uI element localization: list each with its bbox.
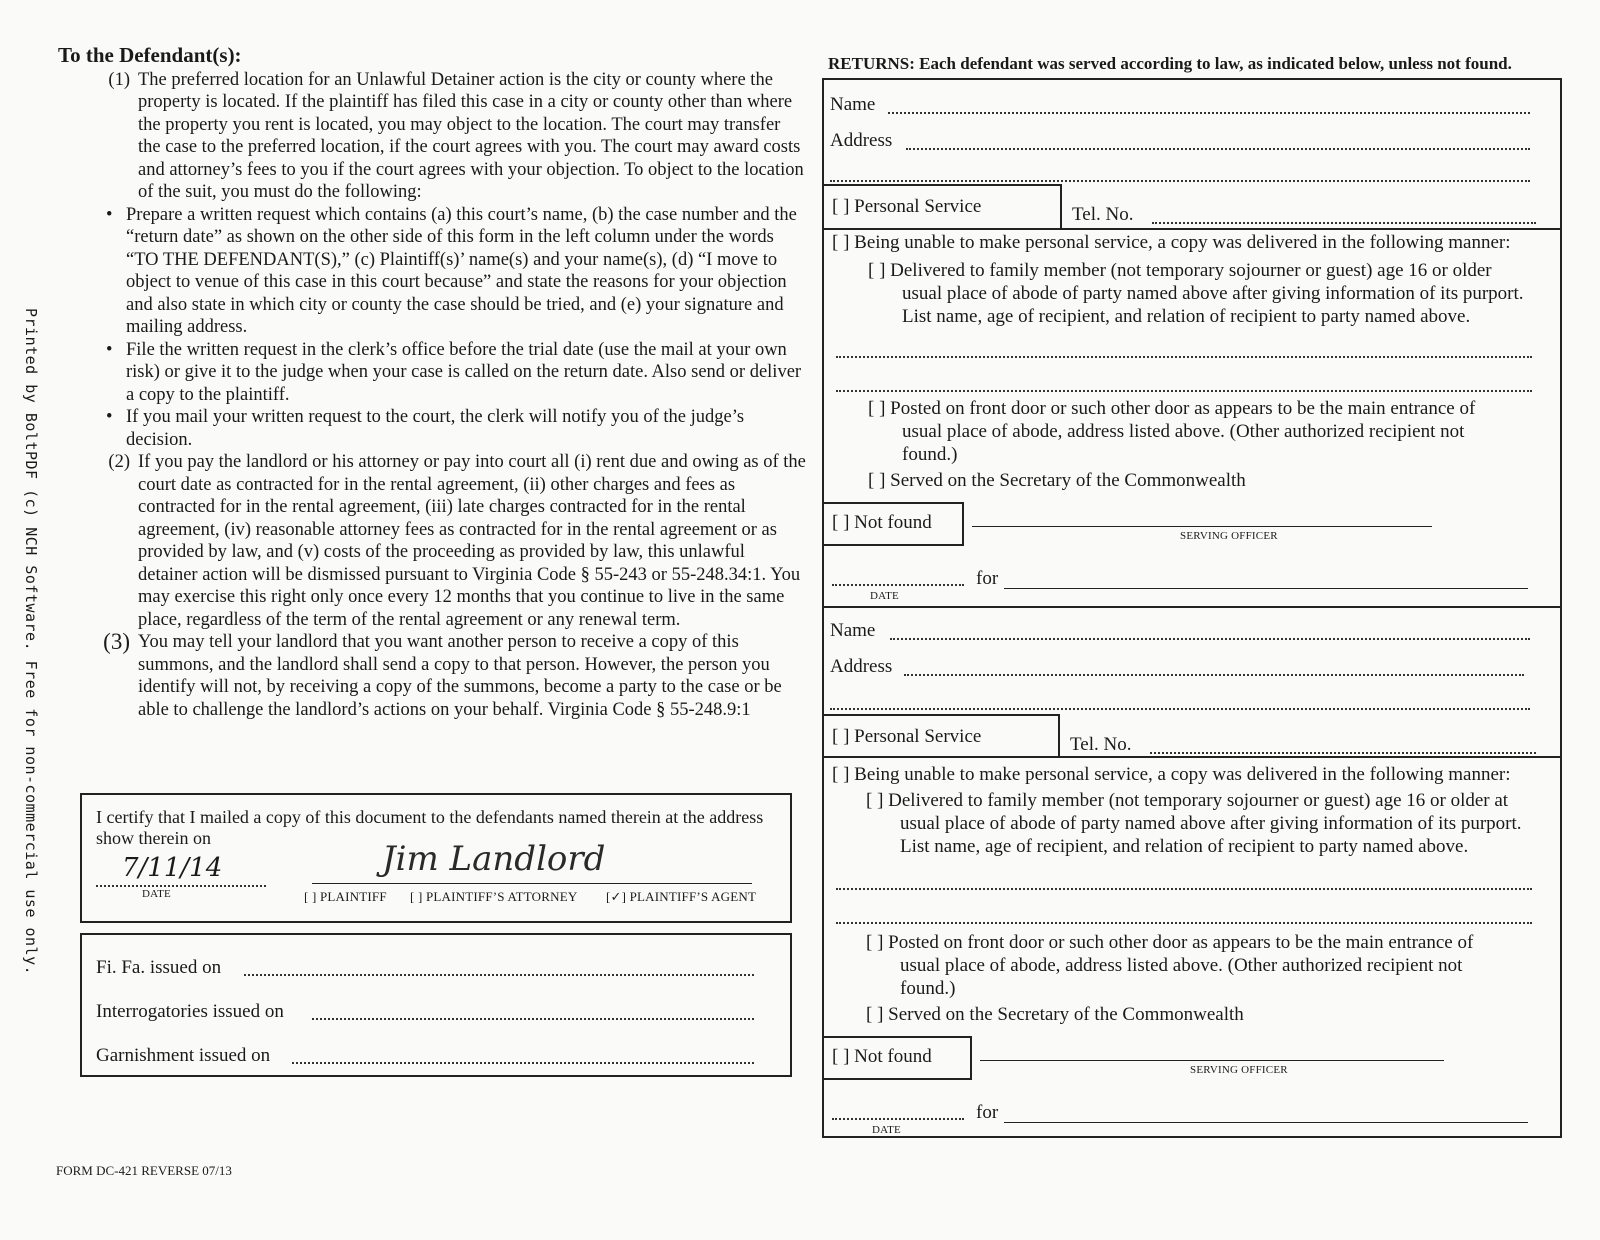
printed-by-note: Printed by BoltPDF (c) NCH Software. Free for non-commercial use only. — [22, 308, 40, 976]
list-item: • Prepare a written request which contains (a) this court’s name, (b) the case number and the “return date” as shown on the other side of this form in the left column under the words “TO THE DEFENDANT(S),” (c) Plaintiff(s)’ name(s) and your name(s), (d) “I move to object to venue of this case in this court because” and state the reasons for your objection and also state in which city or county the case should be tried, and (e) your signature and mailing address. — [104, 204, 806, 339]
option-plaintiff-attorney[interactable]: [ ] PLAINTIFF’S ATTORNEY — [410, 889, 578, 904]
divider — [822, 1036, 972, 1038]
certification-box — [80, 793, 792, 923]
recipient-field-2a[interactable] — [836, 888, 1532, 890]
address-field-1[interactable] — [906, 148, 1530, 150]
being-unable-option-2[interactable]: [ ] Being unable to make personal service, a copy was delivered in the following manner: — [832, 764, 1511, 785]
divider — [822, 714, 1060, 716]
delivered-line-3b: List name, age of recipient, and relation of recipient to party named above. — [900, 836, 1469, 857]
fifa-field[interactable] — [244, 974, 754, 976]
address-label-2: Address — [830, 656, 893, 677]
address-field-2b[interactable] — [830, 708, 1530, 710]
signature: Jim Landlord — [382, 839, 606, 879]
instruction-item-1 — [58, 69, 806, 204]
option-plaintiff[interactable]: [ ] PLAINTIFF — [304, 889, 387, 904]
recipient-field-2b[interactable] — [836, 922, 1532, 924]
personal-service-option-2[interactable]: [ ] Personal Service — [832, 726, 982, 747]
date-caption: DATE — [142, 888, 171, 900]
delivered-family-option-1[interactable]: [ ] Delivered to family member (not temporary sojourner or guest) age 16 or older — [868, 260, 1492, 281]
tel-field-2[interactable] — [1150, 752, 1536, 754]
posted-line-3: found.) — [902, 444, 958, 465]
name-label-2: Name — [830, 620, 876, 641]
form-number: FORM DC-421 REVERSE 07/13 — [56, 1163, 232, 1178]
for-label-2: for — [976, 1102, 999, 1123]
posted-option-1[interactable]: [ ] Posted on front door or such other door as appears to be the main entrance of — [868, 398, 1476, 419]
divider — [822, 544, 964, 546]
name-label-1: Name — [830, 94, 876, 115]
return-date-field-1[interactable] — [832, 584, 964, 586]
for-field-1[interactable] — [1004, 588, 1528, 589]
item-number: (2) — [108, 452, 130, 472]
instruction-item-3 — [58, 631, 806, 721]
checkbox-bracket: [ ] — [866, 790, 889, 811]
return-date-field-2[interactable] — [832, 1118, 964, 1120]
instruction-item-2 — [58, 451, 806, 631]
not-found-option-2[interactable]: [ ] Not found — [832, 1046, 932, 1067]
posted-line-3b: found.) — [900, 978, 956, 999]
option-plaintiff-agent[interactable]: [✓] PLAINTIFF’S AGENT — [606, 889, 757, 904]
for-label-1: for — [976, 568, 999, 589]
issued-box — [80, 933, 792, 1077]
delivered-line-2: usual place of abode of party named above after giving information of its purport. — [902, 283, 1524, 304]
interrogatories-label: Interrogatories issued on — [96, 1001, 284, 1022]
delivered-text-2: Delivered to family member (not temporary sojourner or guest) age 16 or older at — [888, 790, 1509, 811]
list-item: • File the written request in the clerk’s office before the trial date (use the mail at your own risk) or give it to the judge when your case is called on the return date. Also send or deliver a copy to the plaintiff. — [104, 339, 806, 407]
garnishment-field[interactable] — [292, 1062, 754, 1064]
posted-line-2b: usual place of abode, address listed above. (Other authorized recipient not — [900, 955, 1463, 976]
tel-label-2: Tel. No. — [1070, 734, 1132, 755]
mailed-date-field[interactable] — [96, 855, 266, 887]
signature-line[interactable] — [312, 883, 752, 884]
delivered-line-3: List name, age of recipient, and relation of recipient to party named above. — [902, 306, 1471, 327]
item-number: (1) — [108, 69, 130, 90]
mailed-date-value: 7/11/14 — [122, 853, 223, 883]
garnishment-label: Garnishment issued on — [96, 1045, 271, 1066]
not-found-option-1[interactable]: [ ] Not found — [832, 512, 932, 533]
served-secretary-option-2[interactable]: [ ] Served on the Secretary of the Commonwealth — [866, 1004, 1244, 1025]
divider — [822, 502, 964, 504]
recipient-field-1a[interactable] — [836, 356, 1532, 358]
fifa-row — [96, 957, 221, 979]
serving-officer-caption-1: SERVING OFFICER — [1180, 530, 1278, 542]
garnishment-row — [96, 1045, 270, 1067]
personal-service-option-1[interactable]: [ ] Personal Service — [832, 196, 982, 217]
divider — [1058, 714, 1060, 756]
certification-text: I certify that I mailed a copy of this document to the defendants named therein at the address show therein on — [96, 807, 764, 848]
divider — [822, 1078, 972, 1080]
return-date-caption-1: DATE — [870, 590, 899, 602]
tel-label-1: Tel. No. — [1072, 204, 1134, 225]
divider — [822, 606, 1562, 608]
fifa-label: Fi. Fa. issued on — [96, 957, 222, 978]
interrogatories-row — [96, 1001, 284, 1023]
defendant-instructions — [58, 44, 806, 721]
item-text: If you pay the landlord or his attorney or pay into court all (i) rent due and owing as of the court date as contracted for in the rental agreement, (ii) other charges and fees as contracted for in the rental agreement, (iii) late charges contracted for in the rental agreement, (iv) reasonable attorney fees as contracted for in the rental agreement or as provided by law, and (v) costs of the proceeding as provided by law, this unlawful detainer action will be dismissed pursuant to Virginia Code § 55-243 or 55-248.34:1. You may exercise this right only once every 12 months that you continue to live in the same place, regardless of the term of the rental agreement or any renewal term. — [138, 452, 806, 630]
delivered-family-option-2[interactable] — [866, 790, 1508, 812]
item-text: The preferred location for an Unlawful Detainer action is the city or county where the property is located. If the plaintiff has filed this case in a city or county other than where the property you rent is located, you may object to the location. The court may transfer the case to the preferred location, if the court agrees with you. The court may award costs and attorney’s fees to you if the court agrees with your objection. To object to the location of the suit, you must do the following: — [138, 69, 804, 202]
address-field-1b[interactable] — [830, 180, 1530, 182]
posted-option-2[interactable]: [ ] Posted on front door or such other door as appears to be the main entrance of — [866, 932, 1474, 953]
serving-officer-caption-2: SERVING OFFICER — [1190, 1064, 1288, 1076]
serving-officer-line-2[interactable] — [980, 1060, 1444, 1061]
divider — [822, 184, 1062, 186]
address-field-2[interactable] — [904, 674, 1524, 676]
list-item: • If you mail your written request to the court, the clerk will notify you of the judge’s decision. — [104, 406, 806, 451]
interrogatories-field[interactable] — [312, 1018, 754, 1020]
return-date-caption-2: DATE — [872, 1124, 901, 1136]
delivered-line-2b: usual place of abode of party named above after giving information of its purport. — [900, 813, 1522, 834]
address-label-1: Address — [830, 130, 893, 151]
divider — [970, 1036, 972, 1080]
item-number: (3) — [103, 629, 130, 654]
name-field-1[interactable] — [888, 112, 1530, 114]
divider — [962, 502, 964, 546]
posted-line-2: usual place of abode, address listed above. (Other authorized recipient not — [902, 421, 1465, 442]
for-field-2[interactable] — [1004, 1122, 1528, 1123]
venue-steps-list — [58, 204, 806, 452]
returns-header: RETURNS: Each defendant was served according to law, as indicated below, unless not found. — [828, 54, 1512, 73]
divider — [1060, 184, 1062, 228]
item-text: You may tell your landlord that you want another person to receive a copy of this summons, and the landlord shall send a copy to that person. However, the person you identify will not, by receiving a copy of the summons, become a party to the case or be able to challenge the landlord’s actions on your behalf. Virginia Code § 55-248.9:1 — [138, 632, 782, 720]
being-unable-option-1[interactable]: [ ] Being unable to make personal service, a copy was delivered in the following manner: — [832, 232, 1511, 253]
tel-field-1[interactable] — [1152, 222, 1536, 224]
served-secretary-option-1[interactable]: [ ] Served on the Secretary of the Commonwealth — [868, 470, 1246, 491]
recipient-field-1b[interactable] — [836, 390, 1532, 392]
instructions-heading: To the Defendant(s): — [58, 43, 242, 67]
divider — [822, 228, 1562, 230]
divider — [822, 756, 1562, 758]
serving-officer-line-1[interactable] — [972, 526, 1432, 527]
name-field-2[interactable] — [890, 638, 1530, 640]
